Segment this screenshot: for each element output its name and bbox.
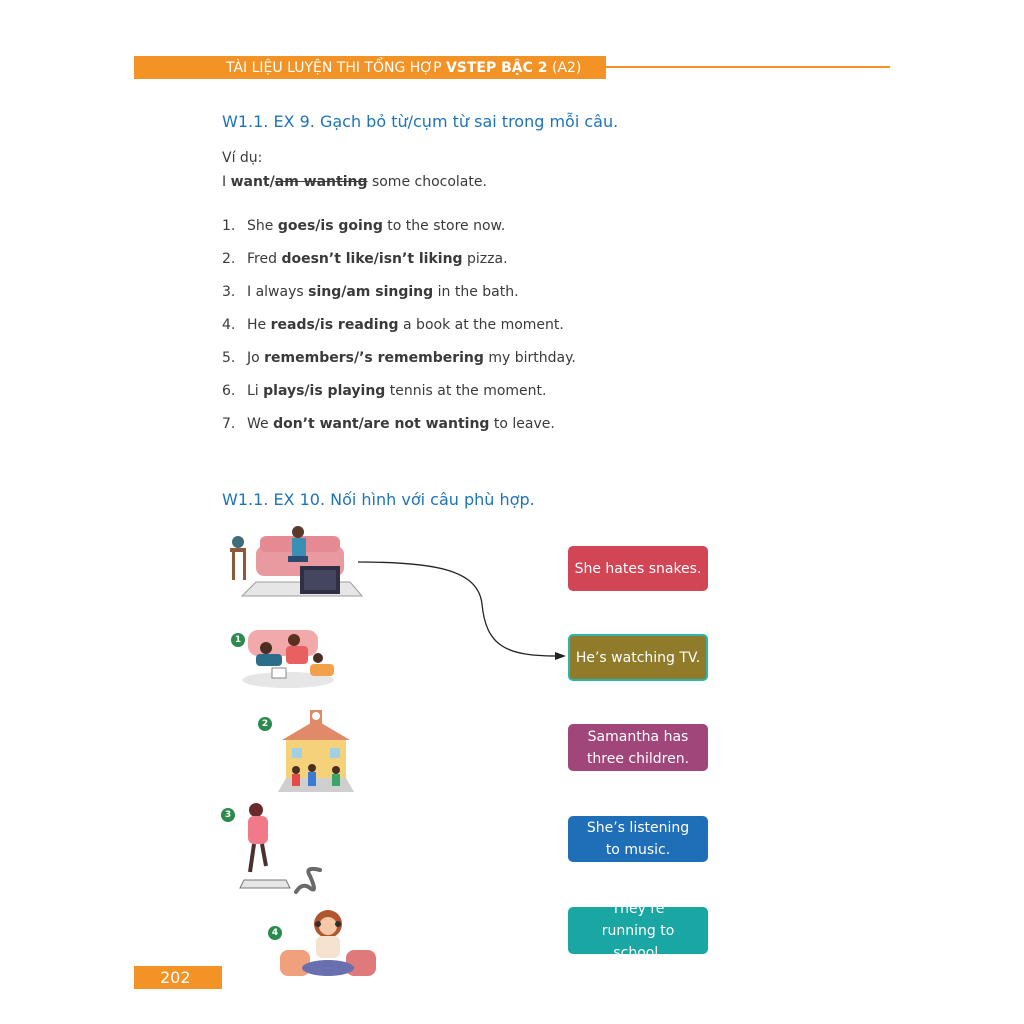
page-number: 202 xyxy=(160,968,191,987)
list-item: 1. She goes/is going to the store now. xyxy=(222,218,506,234)
choice-option[interactable]: plays/is playing xyxy=(263,383,386,399)
snake-illustration[interactable] xyxy=(236,800,328,898)
choice-option[interactable]: don’t want/are not wanting xyxy=(273,416,490,432)
school-illustration[interactable] xyxy=(276,708,356,794)
badge-1: 1 xyxy=(231,633,245,647)
answer-box-listening-music[interactable]: She’s listening to music. xyxy=(568,816,708,862)
header-rule xyxy=(606,66,890,68)
music-illustration[interactable] xyxy=(280,906,376,982)
exercise-10-title: W1.1. EX 10. Nối hình với câu phù hợp. xyxy=(222,490,535,509)
choice-option[interactable]: remembers/’s remembering xyxy=(264,350,484,366)
list-item: 2. Fred doesn’t like/isn’t liking pizza. xyxy=(222,251,508,267)
choice-option[interactable]: reads/is reading xyxy=(270,317,399,333)
family-illustration[interactable] xyxy=(238,624,352,690)
choice-option[interactable]: doesn’t like/isn’t liking xyxy=(281,251,463,267)
answer-box-watching-tv[interactable]: He’s watching TV. xyxy=(568,634,708,681)
choice-option[interactable]: goes/is going xyxy=(277,218,383,234)
list-item: 6. Li plays/is playing tennis at the moment. xyxy=(222,383,547,399)
example-label: Ví dụ: xyxy=(222,150,263,166)
answer-box-hates-snakes[interactable]: She hates snakes. xyxy=(568,546,708,591)
exercise-9-title: W1.1. EX 9. Gạch bỏ từ/cụm từ sai trong mỗi câu. xyxy=(222,112,619,131)
badge-4: 4 xyxy=(268,926,282,940)
example-sentence: I want/am wanting some chocolate. xyxy=(222,174,487,190)
tv-watching-illustration[interactable] xyxy=(228,522,368,604)
list-item: 5. Jo remembers/’s remembering my birthday. xyxy=(222,350,576,366)
answer-box-three-children[interactable]: Samantha has three children. xyxy=(568,724,708,771)
badge-3: 3 xyxy=(221,808,235,822)
list-item: 7. We don’t want/are not wanting to leave. xyxy=(222,416,555,432)
badge-2: 2 xyxy=(258,717,272,731)
list-item: 4. He reads/is reading a book at the moment. xyxy=(222,317,564,333)
struck-word: am wanting xyxy=(274,174,368,190)
header-title: TÀI LIỆU LUYỆN THI TỔNG HỢP VSTEP BẬC 2 (A2) xyxy=(226,60,582,76)
example-connector-arrow xyxy=(356,558,570,664)
answer-box-running-school[interactable]: They’re running to school. xyxy=(568,907,708,954)
choice-option[interactable]: sing/am singing xyxy=(308,284,434,300)
exercise-9-list xyxy=(222,218,576,449)
list-item: 3. I always sing/am singing in the bath. xyxy=(222,284,519,300)
